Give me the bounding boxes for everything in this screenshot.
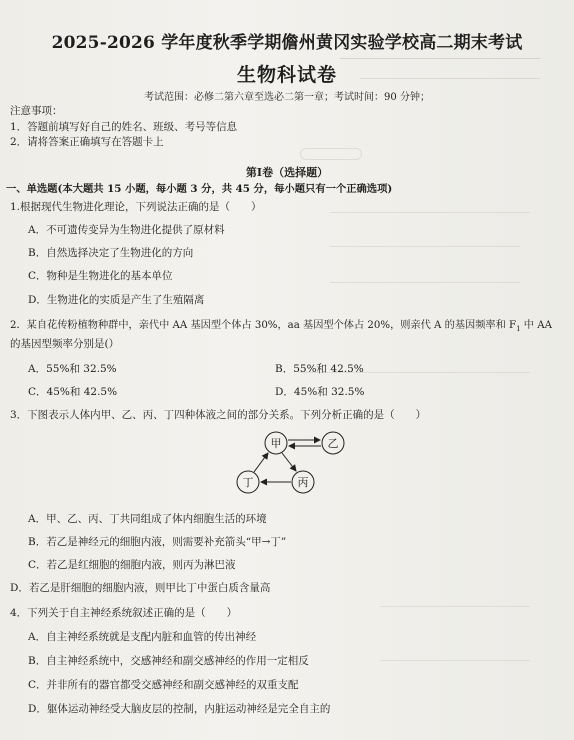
node-bing-label: 丙: [297, 476, 309, 489]
question-2-stem-tail: 中 AA: [520, 320, 552, 331]
question-4-option-d: D．躯体运动神经受大脑皮层的控制，内脏运动神经是完全自主的: [28, 703, 331, 715]
question-2-option-b: B．55%和 42.5%: [275, 363, 364, 375]
subject-title: 生物科试卷: [236, 64, 337, 86]
bleed-through-mark: [330, 212, 530, 214]
question-1-option-d: D．生物进化的实质是产生了生殖隔离: [28, 294, 205, 306]
exam-info: 考试范围：必修二第六章至选必二第一章；考试时间：90 分钟；: [144, 92, 430, 103]
question-4-stem: 4．下列关于自主神经系统叙述正确的是（ ）: [10, 607, 238, 619]
question-3-option-b: B．若乙是神经元的细胞内液，则需要补充箭头“甲→丁”: [28, 536, 287, 548]
question-2-stem-text: 2．某自花传粉植物种群中，亲代中 AA 基因型个体占 30%，aa 基因型个体占 20%，则亲代 A 的基因频率和 F: [10, 320, 517, 331]
question-4-option-b: B．自主神经系统中，交感神经和副交感神经的作用一定相反: [28, 655, 309, 667]
question-2-stem-line2: 的基因型频率分别是(）: [10, 338, 120, 350]
question-2-option-d: D．45%和 32.5%: [275, 386, 365, 398]
bleed-through-mark: [330, 282, 520, 284]
bleed-through-mark: [300, 148, 362, 160]
node-jia-label: 甲: [270, 437, 282, 450]
question-3-option-c: C．若乙是红细胞的细胞内液，则丙为淋巴液: [28, 559, 236, 571]
bleed-through-mark: [380, 660, 530, 662]
question-2-stem: [10, 316, 552, 333]
body-fluid-diagram: [220, 424, 370, 504]
bleed-through-mark: [380, 606, 530, 608]
section-instruction: 一、单选题(本大题共 15 小题，每小题 3 分，共 45 分，每小题只有一个正确选项): [6, 183, 393, 195]
question-3-stem: 3．下图表示人体内甲、乙、丙、丁四种体液之间的部分关系。下列分析正确的是（ ）: [10, 409, 427, 421]
question-4-option-c: C．并非所有的器官都受交感神经和副交感神经的双重支配: [28, 679, 299, 691]
question-3-option-a: A．甲、乙、丙、丁共同组成了体内细胞生活的环境: [28, 513, 267, 525]
question-3-option-d: D．若乙是肝细胞的细胞内液，则甲比丁中蛋白质含量高: [10, 582, 271, 594]
exam-title: 2025-2026 学年度秋季学期儋州黄冈实验学校高二期末考试: [51, 33, 523, 53]
question-1-option-a: A．不可遗传变异为生物进化提供了原材料: [28, 224, 225, 236]
question-1-stem: 1.根据现代生物进化理论，下列说法正确的是（ ）: [10, 201, 262, 213]
section-title: 第Ⅰ卷（选择题）: [245, 166, 329, 179]
question-4-option-a: A．自主神经系统就是支配内脏和血管的传出神经: [28, 631, 257, 643]
notes-item: 1．答题前填写好自己的姓名、班级、考号等信息: [10, 121, 238, 133]
question-2-subscript: 1: [516, 325, 521, 334]
notes-heading: 注意事项：: [10, 105, 63, 117]
question-2-option-a: A．55%和 32.5%: [28, 363, 117, 375]
question-1-option-b: B．自然选择决定了生物进化的方向: [28, 247, 194, 259]
notes-item: 2．请将答案正确填写在答题卡上: [10, 136, 164, 148]
node-yi-label: 乙: [327, 437, 339, 450]
question-2-option-c: C．45%和 42.5%: [28, 386, 118, 398]
arrow-jia-to-bing: [282, 453, 296, 471]
bleed-through-mark: [330, 246, 520, 248]
node-ding-label: 丁: [242, 476, 254, 489]
arrow-ding-to-jia: [254, 453, 268, 472]
question-1-option-c: C．物种是生物进化的基本单位: [28, 270, 173, 282]
